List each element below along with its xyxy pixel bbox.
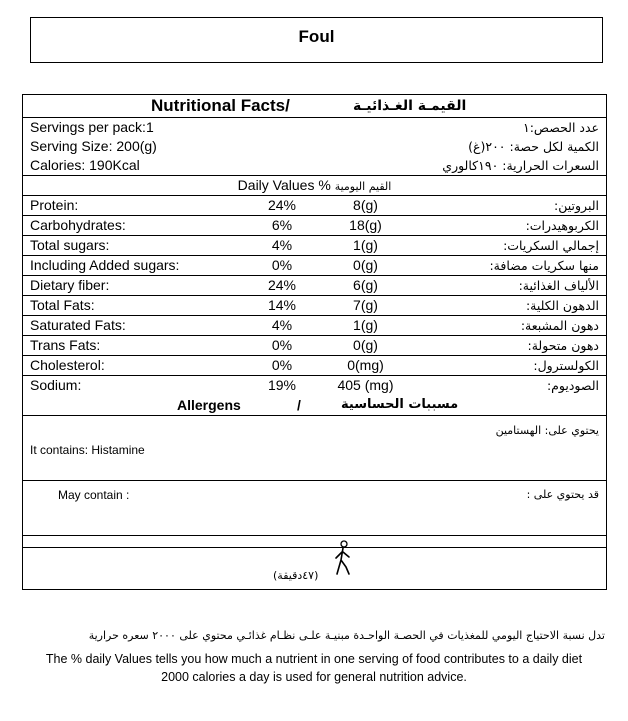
nutrient-name-en: Total sugars: — [30, 237, 110, 253]
footer-english-line2: 2000 calories a day is used for general nutrition advice. — [161, 670, 467, 684]
product-name: Foul — [298, 27, 335, 46]
nutrient-name-ar: الكربوهيدرات: — [525, 218, 599, 233]
nutrient-amount: 0(mg) — [347, 357, 384, 373]
nutrient-daily-percent: 0% — [271, 257, 293, 273]
nutrient-row — [23, 196, 606, 216]
serving-size-en: Serving Size: 200(g) — [30, 138, 157, 154]
nutrient-row — [23, 296, 606, 316]
nutrient-row — [23, 216, 606, 236]
footer-english-line1: The % daily Values tells you how much a nutrient in one serving of food contributes to a daily diet — [45, 652, 583, 666]
footer-arabic: تدل نسبة الاحتياج اليومي للمغذيات في الحصـة الواحـدة مبنيـة علـى نظـام غذائـي محتوي على ٢٠٠٠ سعره حرارية — [88, 629, 605, 642]
nutrient-daily-percent: 14% — [267, 297, 297, 313]
nutrient-name-en: Cholesterol: — [30, 357, 105, 373]
daily-values-row — [23, 176, 606, 196]
nutrient-rows — [23, 196, 606, 395]
nutrient-row — [23, 236, 606, 256]
nutrient-row — [23, 256, 606, 276]
nutrient-daily-percent: 0% — [271, 357, 293, 373]
nutrient-daily-percent: 4% — [271, 317, 293, 333]
nutrient-row — [23, 376, 606, 395]
nutrient-daily-percent: 24% — [267, 197, 297, 213]
product-title-box — [30, 17, 603, 63]
nutrient-amount: 7(g) — [353, 297, 378, 313]
nutrient-daily-percent: 24% — [267, 277, 297, 293]
nutrient-name-en: Saturated Fats: — [30, 317, 126, 333]
nutrient-name-ar: الدهون الكلية: — [525, 298, 599, 313]
serving-size-ar: الكمية لكل حصة: ٢٠٠(غ) — [468, 139, 599, 154]
nutrient-amount: 405 (mg) — [337, 377, 394, 393]
daily-values-en: Daily Values % — [237, 177, 331, 193]
contains-ar: يحتوي على: الهستامين — [495, 424, 599, 437]
allergens-slash: / — [297, 397, 301, 413]
allergens-title-en: Allergens — [177, 397, 241, 413]
nutrient-row — [23, 316, 606, 336]
nutrition-facts-table — [22, 94, 607, 548]
nutrient-amount: 6(g) — [353, 277, 378, 293]
servings-ar: عدد الحصص:١ — [523, 120, 599, 135]
nutrient-name-en: Sodium: — [30, 377, 82, 393]
nutrient-name-en: Total Fats: — [30, 297, 95, 313]
nutrient-row — [23, 356, 606, 376]
servings-en: Servings per pack:1 — [30, 119, 154, 135]
nutrient-row — [23, 336, 606, 356]
daily-values-header — [23, 176, 606, 196]
nutrient-name-ar: دهون متحولة: — [527, 338, 599, 353]
nutrient-daily-percent: 19% — [267, 377, 297, 393]
nutrient-name-en: Trans Fats: — [30, 337, 101, 353]
nutrient-amount: 1(g) — [353, 237, 378, 253]
facts-header-row — [23, 95, 606, 118]
facts-title-en: Nutritional Facts/ — [151, 96, 290, 115]
contains-en: It contains: Histamine — [30, 443, 145, 457]
activity-box — [22, 535, 607, 590]
calories-ar: السعرات الحرارية: ١٩٠كالوري — [442, 158, 599, 173]
contains-section — [23, 416, 606, 481]
nutrient-row — [23, 276, 606, 296]
nutrient-amount: 1(g) — [353, 317, 378, 333]
servings-row — [23, 118, 606, 137]
nutrient-name-en: Including Added sugars: — [30, 257, 180, 273]
facts-title-ar: القيمـة الغـذائيـة — [353, 98, 467, 114]
calories-row — [23, 156, 606, 176]
allergens-header — [23, 395, 606, 416]
may-contain-ar: قد يحتوي على : — [526, 488, 599, 501]
calories-en: Calories: 190Kcal — [30, 157, 140, 173]
nutrient-amount: 0(g) — [353, 257, 378, 273]
nutrient-amount: 0(g) — [353, 337, 378, 353]
nutrient-name-ar: الكولسترول: — [533, 358, 599, 373]
nutrient-daily-percent: 4% — [271, 237, 293, 253]
nutrient-name-ar: الصوديوم: — [546, 378, 599, 393]
nutrient-name-ar: منها سكريات مضافة: — [489, 258, 599, 273]
nutrient-name-ar: دهون المشبعة: — [520, 318, 599, 333]
nutrient-name-en: Protein: — [30, 197, 79, 213]
nutrient-name-en: Carbohydrates: — [30, 217, 126, 233]
nutrient-daily-percent: 0% — [271, 337, 293, 353]
nutrient-name-en: Dietary fiber: — [30, 277, 110, 293]
nutrient-amount: 8(g) — [353, 197, 378, 213]
serving-size-row — [23, 137, 606, 156]
nutrient-name-ar: الألياف الغذائية: — [518, 278, 599, 293]
daily-values-ar: القيم اليومية — [334, 180, 392, 193]
walking-person-icon — [333, 540, 355, 576]
nutrient-name-ar: إجمالي السكريات: — [503, 238, 599, 253]
nutrient-daily-percent: 6% — [271, 217, 293, 233]
nutrient-amount: 18(g) — [349, 217, 382, 233]
activity-time: (٤٧دقيقة) — [273, 569, 319, 582]
nutrient-name-ar: البروتين: — [554, 198, 599, 213]
allergens-title-ar: مسببات الحساسية — [341, 397, 459, 412]
may-contain-en: May contain : — [58, 488, 130, 502]
